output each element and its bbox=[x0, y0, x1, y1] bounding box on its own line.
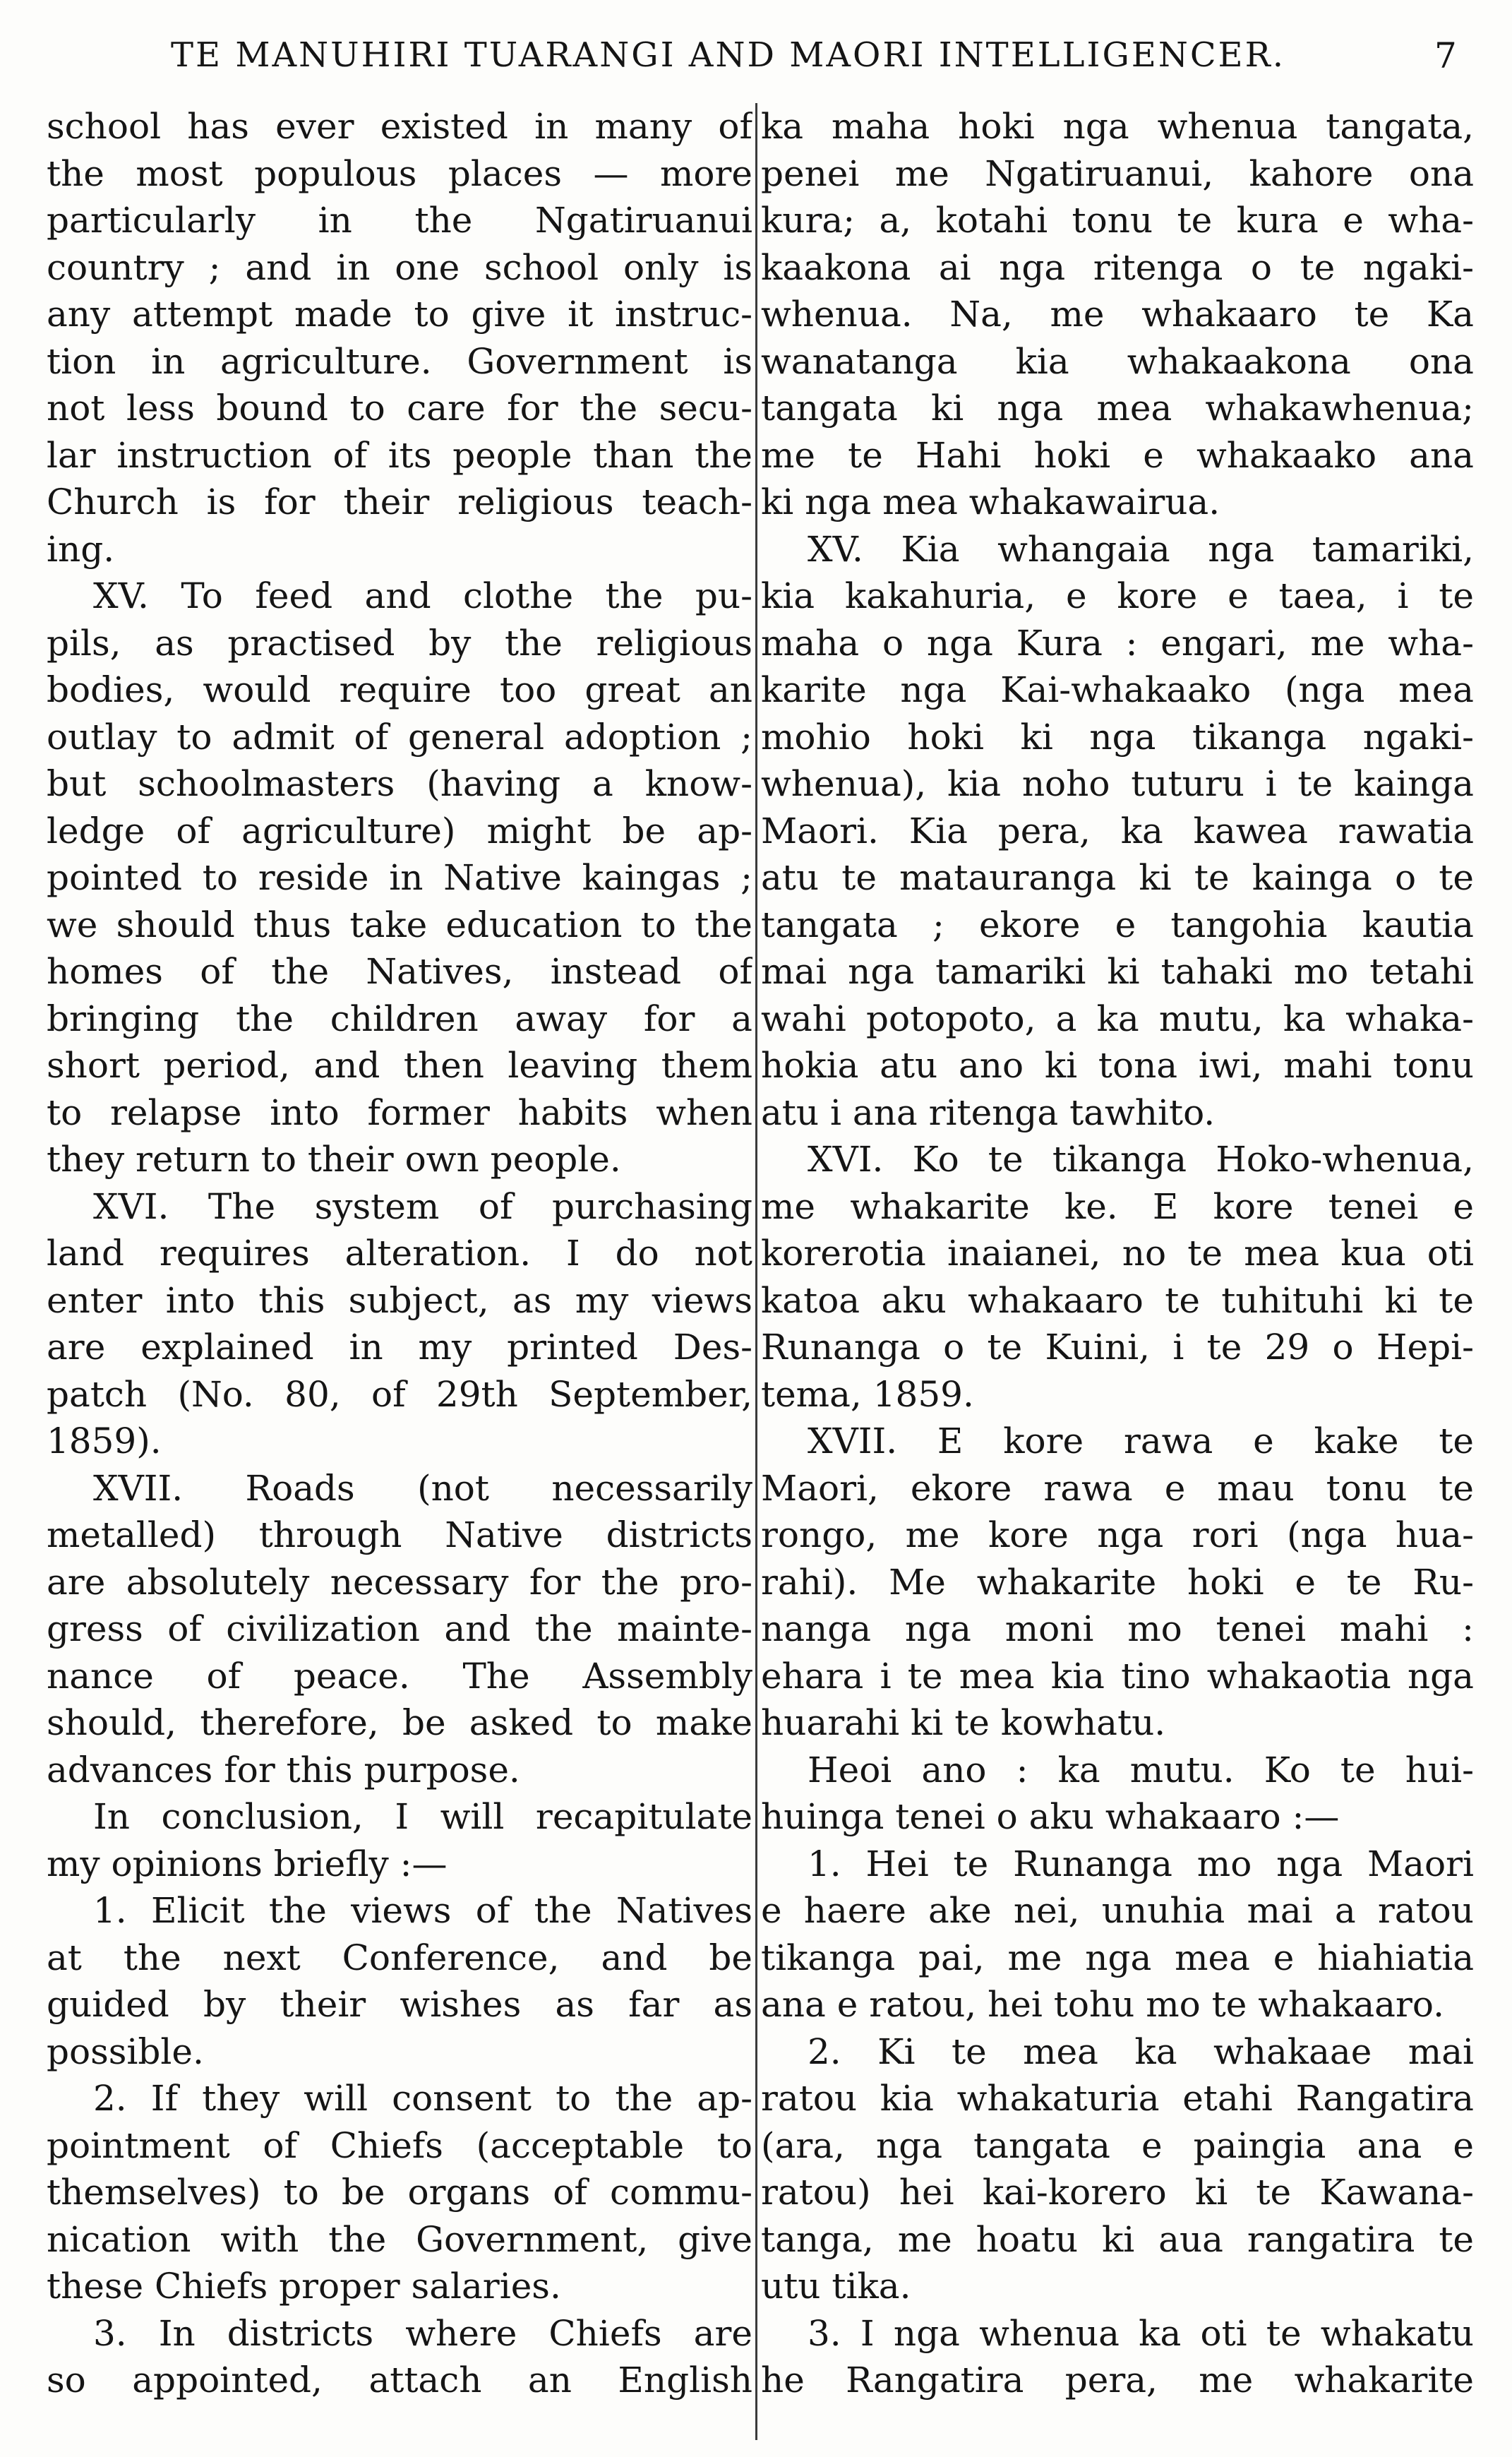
running-title: TE MANUHIRI TUARANGI AND MAORI INTELLIGENCER. bbox=[171, 35, 1285, 75]
text-line: ehara i te mea kia tino whakaotia nga bbox=[761, 1655, 1474, 1697]
text-line: tangata ; ekore e tangohia kautia bbox=[761, 904, 1474, 945]
text-line: my opinions briefly :— bbox=[47, 1843, 448, 1884]
text-line: outlay to admit of general adoption ; bbox=[47, 716, 752, 758]
text-line: huarahi ki te kowhatu. bbox=[761, 1702, 1166, 1743]
text-line: nance of peace. The Assembly bbox=[47, 1655, 752, 1697]
text-line: should, therefore, be asked to make bbox=[47, 1702, 752, 1743]
text-line: advances for this purpose. bbox=[47, 1749, 520, 1791]
text-line: metalled) through Native districts bbox=[47, 1514, 752, 1555]
text-line: land requires alteration. I do not bbox=[47, 1233, 752, 1274]
text-line: tangata ki nga mea whakawhenua; bbox=[761, 388, 1474, 429]
text-line: korerotia inaianei, no te mea kua oti bbox=[761, 1233, 1474, 1274]
text-line: country ; and in one school only is bbox=[47, 246, 752, 288]
text-line: themselves) to be organs of commu- bbox=[47, 2172, 752, 2213]
text-line: kura; a, kotahi tonu te kura e wha- bbox=[761, 200, 1474, 241]
text-line: Maori, ekore rawa e mau tonu te bbox=[761, 1467, 1474, 1509]
text-line: so appointed, attach an English bbox=[47, 2360, 752, 2401]
text-line: maha o nga Kura : engari, me wha- bbox=[761, 622, 1474, 664]
text-line: Church is for their religious teach- bbox=[47, 482, 752, 522]
text-line: particularly in the Ngatiruanui bbox=[47, 200, 752, 241]
text-line: any attempt made to give it instruc- bbox=[47, 294, 752, 335]
text-line: mohio hoki ki nga tikanga ngaki- bbox=[761, 716, 1474, 758]
text-line: not less bound to care for the secu- bbox=[47, 388, 752, 429]
text-line: they return to their own people. bbox=[47, 1139, 621, 1180]
text-line: karite nga Kai-whakaako (nga mea bbox=[761, 669, 1474, 710]
text-line: patch (No. 80, of 29th September, bbox=[47, 1373, 752, 1415]
text-line: XVII. E kore rawa e kake te bbox=[808, 1421, 1474, 1461]
text-line: the most populous places — more bbox=[47, 153, 752, 194]
text-line: 2. If they will consent to the ap- bbox=[93, 2078, 752, 2119]
text-line: enter into this subject, as my views bbox=[47, 1279, 752, 1321]
text-line: hokia atu ano ki tona iwi, mahi tonu bbox=[761, 1045, 1474, 1086]
text-line: ing. bbox=[47, 528, 115, 570]
text-line: XVI. Ko te tikanga Hoko-whenua, bbox=[808, 1139, 1474, 1180]
text-line: tikanga pai, me nga mea e hiahiatia bbox=[761, 1937, 1474, 1978]
text-line: ledge of agriculture) might be ap- bbox=[47, 810, 752, 851]
text-line: ka maha hoki nga whenua tangata, bbox=[761, 106, 1474, 147]
text-line: 1859). bbox=[47, 1421, 162, 1461]
text-line: lar instruction of its people than the bbox=[47, 434, 752, 476]
text-line: 1. Elicit the views of the Natives bbox=[93, 1890, 752, 1931]
text-line: nication with the Government, give bbox=[47, 2218, 752, 2260]
text-line: wahi potopoto, a ka mutu, ka whaka- bbox=[761, 998, 1474, 1039]
text-line: atu i ana ritenga tawhito. bbox=[761, 1092, 1216, 1133]
text-line: tanga, me hoatu ki aua rangatira te bbox=[761, 2218, 1474, 2260]
text-line: (ara, nga tangata e paingia ana e bbox=[761, 2124, 1474, 2166]
text-line: we should thus take education to the bbox=[47, 904, 752, 945]
text-line: ana e ratou, hei tohu mo te whakaaro. bbox=[761, 1984, 1444, 2025]
text-line: huinga tenei o aku whakaaro :— bbox=[761, 1796, 1340, 1837]
text-line: bringing the children away for a bbox=[47, 998, 752, 1039]
text-line: bodies, would require too great an bbox=[47, 669, 752, 710]
text-line: short period, and then leaving them bbox=[47, 1045, 752, 1086]
text-line: Maori. Kia pera, ka kawea rawatia bbox=[761, 810, 1474, 851]
text-line: whenua), kia noho tuturu i te kainga bbox=[761, 763, 1474, 804]
text-line: kia kakahuria, e kore e taea, i te bbox=[761, 575, 1474, 616]
text-line: XV. To feed and clothe the pu- bbox=[93, 575, 752, 616]
text-line: possible. bbox=[47, 2031, 204, 2072]
text-line: whenua. Na, me whakaaro te Ka bbox=[761, 294, 1474, 335]
text-line: utu tika. bbox=[761, 2266, 911, 2307]
text-line: pointment of Chiefs (acceptable to bbox=[47, 2124, 752, 2166]
text-line: are explained in my printed Des- bbox=[47, 1327, 752, 1368]
text-line: Runanga o te Kuini, i te 29 o Hepi- bbox=[761, 1327, 1474, 1368]
text-line: katoa aku whakaaro te tuhituhi ki te bbox=[761, 1279, 1474, 1321]
text-line: these Chiefs proper salaries. bbox=[47, 2266, 561, 2307]
text-line: guided by their wishes as far as bbox=[47, 1984, 752, 2025]
text-line: In conclusion, I will recapitulate bbox=[93, 1796, 752, 1837]
text-line: pointed to reside in Native kaingas ; bbox=[47, 857, 752, 898]
text-line: gress of civilization and the mainte- bbox=[47, 1608, 752, 1649]
text-line: ratou) hei kai-korero ki te Kawana- bbox=[761, 2172, 1474, 2213]
text-line: mai nga tamariki ki tahaki mo tetahi bbox=[761, 951, 1474, 992]
text-line: penei me Ngatiruanui, kahore ona bbox=[761, 153, 1474, 194]
text-line: pils, as practised by the religious bbox=[47, 622, 752, 664]
text-line: XV. Kia whangaia nga tamariki, bbox=[808, 528, 1474, 570]
text-line: ratou kia whakaturia etahi Rangatira bbox=[761, 2078, 1474, 2119]
text-line: 3. In districts where Chiefs are bbox=[93, 2312, 752, 2354]
text-line: 1. Hei te Runanga mo nga Maori bbox=[808, 1843, 1474, 1884]
text-line: tema, 1859. bbox=[761, 1373, 974, 1415]
text-line: but schoolmasters (having a know- bbox=[47, 763, 752, 804]
text-line: me whakarite ke. E kore tenei e bbox=[761, 1185, 1474, 1227]
text-line: e haere ake nei, unuhia mai a ratou bbox=[761, 1890, 1474, 1931]
text-line: tion in agriculture. Government is bbox=[47, 340, 752, 382]
column-divider bbox=[755, 103, 757, 2440]
text-line: ki nga mea whakawairua. bbox=[761, 482, 1220, 522]
text-line: are absolutely necessary for the pro- bbox=[47, 1561, 752, 1603]
text-line: nanga nga moni mo tenei mahi : bbox=[761, 1608, 1474, 1649]
running-head bbox=[0, 35, 1512, 99]
text-line: to relapse into former habits when bbox=[47, 1092, 752, 1133]
text-line: he Rangatira pera, me whakarite bbox=[761, 2360, 1474, 2401]
text-line: school has ever existed in many of bbox=[47, 106, 752, 147]
maori-column bbox=[761, 103, 1474, 2440]
text-line: XVII. Roads (not necessarily bbox=[93, 1467, 752, 1509]
text-line: kaakona ai nga ritenga o te ngaki- bbox=[761, 246, 1474, 288]
text-line: wanatanga kia whakaakona ona bbox=[761, 340, 1474, 382]
text-line: Heoi ano : ka mutu. Ko te hui- bbox=[808, 1749, 1474, 1791]
english-column bbox=[47, 103, 752, 2440]
text-line: rahi). Me whakarite hoki e te Ru- bbox=[761, 1561, 1474, 1603]
text-line: me te Hahi hoki e whakaako ana bbox=[761, 434, 1474, 476]
text-line: rongo, me kore nga rori (nga hua- bbox=[761, 1514, 1474, 1555]
text-line: 3. I nga whenua ka oti te whakatu bbox=[808, 2312, 1474, 2354]
text-line: at the next Conference, and be bbox=[47, 1937, 752, 1978]
text-line: 2. Ki te mea ka whakaae mai bbox=[808, 2031, 1474, 2072]
text-line: XVI. The system of purchasing bbox=[93, 1185, 752, 1227]
text-line: homes of the Natives, instead of bbox=[47, 951, 752, 992]
text-line: atu te matauranga ki te kainga o te bbox=[761, 857, 1474, 898]
page-number: 7 bbox=[1434, 35, 1457, 76]
